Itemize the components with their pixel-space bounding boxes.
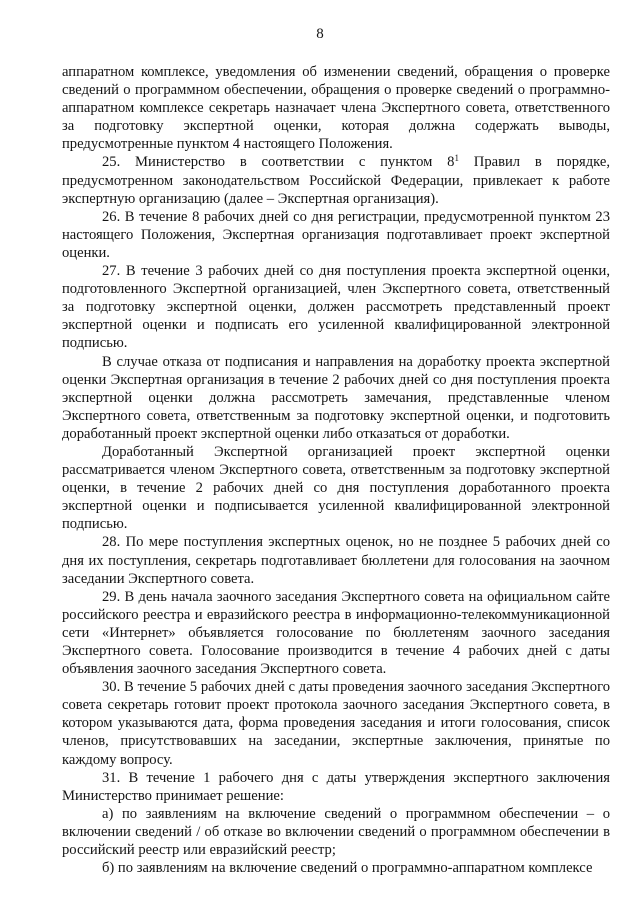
paragraph-25-end: Правил в порядке, предусмотренном законодательством Российской Федерации, привлекает к работе экспертную организацию (далее – Экспертная организация). bbox=[62, 154, 611, 207]
paragraph-28: 28. По мере поступления экспертных оценок, но не позднее 5 рабочих дней со дня их поступления, секретарь подготавливает бюллетени для голосования на заочном заседании Экспертного совета. bbox=[62, 534, 610, 587]
paragraph-25 bbox=[62, 153, 610, 207]
paragraph-26: 26. В течение 8 рабочих дней со дня регистрации, предусмотренной пунктом 23 настоящего Положения, Экспертная организация подготавливает проект экспертной оценки. bbox=[62, 208, 610, 261]
paragraph-27-revised: Доработанный Экспертной организацией проект экспертной оценки рассматривается членом Экспертного совета, ответственным за подготовку экспертной оценки, в течение 2 рабочих дней со дня поступления доработанного проекта экспертной оценки и подписывается усиленной квалифицированной электронной подписью. bbox=[62, 443, 610, 533]
paragraph-30: 30. В течение 5 рабочих дней с даты проведения заочного заседания Экспертного совета секретарь готовит проект протокола заочного заседания Экспертного совета, в котором указываются дата, форма проведения заседания и итоги голосования, список членов, присутствовавших на заседании, экспертные заключения, принятые по каждому вопросу. bbox=[62, 679, 610, 768]
paragraph-27: 27. В течение 3 рабочих дней со дня поступления проекта экспертной оценки, подготовленного Экспертной организацией, член Экспертного совета, ответственный за подготовку экспертной оценки, должен рассмотреть представленный проект экспертной оценки и подписать его усиленной квалифицированной электронной подписью. bbox=[62, 263, 610, 352]
subitem-a: а) по заявлениям на включение сведений о программном обеспечении – о включении сведений / об отказе во включении сведений о программном обеспечении в российский реестр или евразийский реестр; bbox=[62, 805, 610, 859]
page-number: 8 bbox=[316, 26, 324, 42]
paragraph-continuation: аппаратном комплексе, уведомления об изменении сведений, обращения о проверке сведений о программном обеспечении, обращения о проверке сведений о программно-аппаратном комплексе секретарь назначает члена Экспертного совета, ответственного за подготовку экспертной оценки, которая должна содержать выводы, предусмотренные пунктом 4 настоящего Положения. bbox=[62, 64, 610, 153]
paragraph-27-refusal: В случае отказа от подписания и направления на доработку проекта экспертной оценки Экспертная организация в течение 2 рабочих дней со дня поступления проекта экспертной оценки должна рассмотреть замечания, представленные членом Экспертного совета, ответственным за подготовку экспертной оценки, и подготовить доработанный проект экспертной оценки либо отказаться от доработки. bbox=[62, 353, 610, 442]
paragraph-25-start: 25. Министерство в соответствии с пунктом 8 bbox=[102, 154, 455, 171]
document-body bbox=[62, 63, 610, 877]
subitem-b: б) по заявлениям на включение сведений о программно-аппаратном комплексе bbox=[102, 860, 593, 877]
paragraph-29: 29. В день начала заочного заседания Экспертного совета на официальном сайте российского реестра и евразийского реестра в информационно-телекоммуникационной сети «Интернет» объявляется голосование по бюллетеням заочного заседания Экспертного совета. Голосование производится в течение 4 рабочих дней с даты объявления заочного заседания Экспертного совета. bbox=[62, 588, 610, 678]
footnote-superscript: 1 bbox=[454, 153, 459, 164]
paragraph-31: 31. В течение 1 рабочего дня с даты утверждения экспертного заключения Министерство принимает решение: bbox=[62, 769, 610, 804]
